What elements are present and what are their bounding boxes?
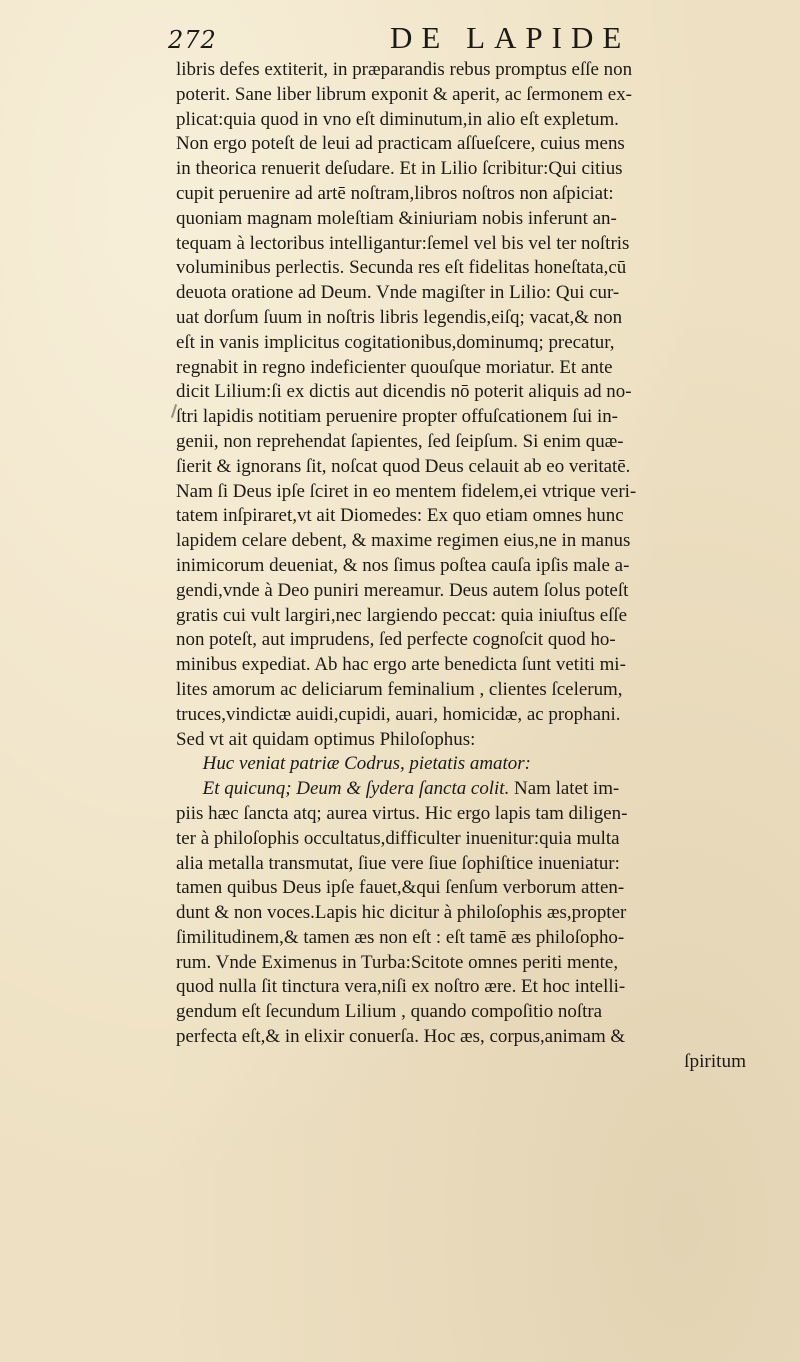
text-line: tamen quibus Deus ipſe fauet,&qui ſenſum verborum atten- <box>176 877 625 899</box>
text-line: gratis cui vult largiri,nec largiendo peccat: quia iniuſtus eſſe <box>176 604 628 626</box>
text-line: alia metalla transmutat, ſiue vere ſiue ſophiſtice inueniatur: <box>176 852 620 874</box>
text-line: dunt & non voces.Lapis hic dicitur à philoſophis æs,propter <box>176 902 627 924</box>
text-line: tequam à lectoribus intelligantur:ſemel vel bis vel ter noſtris <box>176 232 630 254</box>
text-line: ſimilitudinem,& tamen æs non eſt : eſt tamē æs philoſopho- <box>176 926 625 948</box>
text-line: gendum eſt ſecundum Lilium , quando compoſitio noſtra <box>176 1001 603 1023</box>
text-line: voluminibus perlectis. Secunda res eſt fidelitas honeſtata,cū <box>176 257 627 279</box>
verse-line: Et quicunq; Deum & ſydera ſancta colit. <box>202 778 510 800</box>
verse-line-with-tail <box>176 777 788 802</box>
running-title: DE LAPIDE <box>390 20 631 55</box>
text-line: rum. Vnde Eximenus in Turba:Scitote omnes periti mente, <box>176 951 619 973</box>
text-line: gendi,vnde à Deo puniri mereamur. Deus autem ſolus poteſt <box>176 579 629 601</box>
text-line: dicit Lilium:ſi ex dictis aut dicendis nō poterit aliquis ad no- <box>176 381 632 403</box>
text-line: minibus expediat. Ab hac ergo arte benedicta ſunt vetiti mi- <box>176 654 626 676</box>
text-line: uat dorſum ſuum in noſtris libris legendis,eiſq; vacat,& non <box>176 306 623 328</box>
text-line: in theorica renuerit deſudare. Et in Lilio ſcribitur:Qui citius <box>176 158 623 180</box>
text-line: Sed vt ait quidam optimus Philoſophus: <box>176 728 476 750</box>
page-number: 272 <box>168 26 217 54</box>
text-line: tatem inſpiraret,vt ait Diomedes: Ex quo etiam omnes hunc <box>176 505 624 527</box>
text-line: eſt in vanis implicitus cogitationibus,dominumq; precatur, <box>176 331 615 353</box>
text-line: libris defes extiterit, in præparandis rebus promptus eſſe non <box>176 59 633 80</box>
text-line: ſierit & ignorans ſit, noſcat quod Deus celauit ab eo veritatē. <box>176 455 631 477</box>
text-line: Non ergo poteſt de leui ad practicam aſſueſcere, cuius mens <box>176 133 625 155</box>
body-text <box>176 58 796 1075</box>
text-line: quod nulla ſit tinctura vera,niſi ex noſtro ære. Et hoc intelli- <box>176 976 626 998</box>
text-line: piis hæc ſancta atq; aurea virtus. Hic ergo lapis tam diligen- <box>176 802 628 824</box>
text-line: regnabit in regno indeficienter quouſque moriatur. Et ante <box>176 356 613 378</box>
text-line: ſtri lapidis notitiam peruenire propter offuſcationem ſui in- <box>176 406 619 428</box>
verse-tail-text: Nam latet im- <box>514 778 620 800</box>
text-line: lites amorum ac deliciarum feminalium , clientes ſcelerum, <box>176 678 623 700</box>
text-line: Nam ſi Deus ipſe ſciret in eo mentem fidelem,ei vtrique veri- <box>176 480 637 502</box>
text-line: cupit peruenire ad artē noſtram,libros noſtros non aſpiciat: <box>176 182 614 204</box>
text-line: deuota oratione ad Deum. Vnde magiſter in Lilio: Qui cur- <box>176 282 620 304</box>
text-line: genii, non reprehendat ſapientes, ſed ſeipſum. Si enim quæ- <box>176 430 624 452</box>
text-line: perfecta eſt,& in elixir conuerſa. Hoc æs, corpus,animam & <box>176 1026 626 1048</box>
text-line: ter à philoſophis occultatus,difficulter inuenitur:quia multa <box>176 827 620 849</box>
catchword: ſpiritum <box>684 1050 746 1072</box>
text-line: inimicorum deueniat, & nos ſimus poſtea cauſa ipſis male a- <box>176 554 630 576</box>
text-line: poterit. Sane liber librum exponit & aperit, ac ſermonem ex- <box>176 83 632 105</box>
text-line: truces,vindictæ auidi,cupidi, auari, homicidæ, ac prophani. <box>176 703 621 725</box>
text-line: lapidem celare debent, & maxime regimen eius,ne in manus <box>176 530 631 552</box>
text-line: non poteſt, aut imprudens, ſed perfecte cognoſcit quod ho- <box>176 629 616 651</box>
verse-line: Huc veniat patriæ Codrus, pietatis amator: <box>202 753 531 775</box>
text-line: quoniam magnam moleſtiam &iniuriam nobis inferunt an- <box>176 207 617 229</box>
text-line: plicat:quia quod in vno eſt diminutum,in alio eſt expletum. <box>176 108 619 130</box>
